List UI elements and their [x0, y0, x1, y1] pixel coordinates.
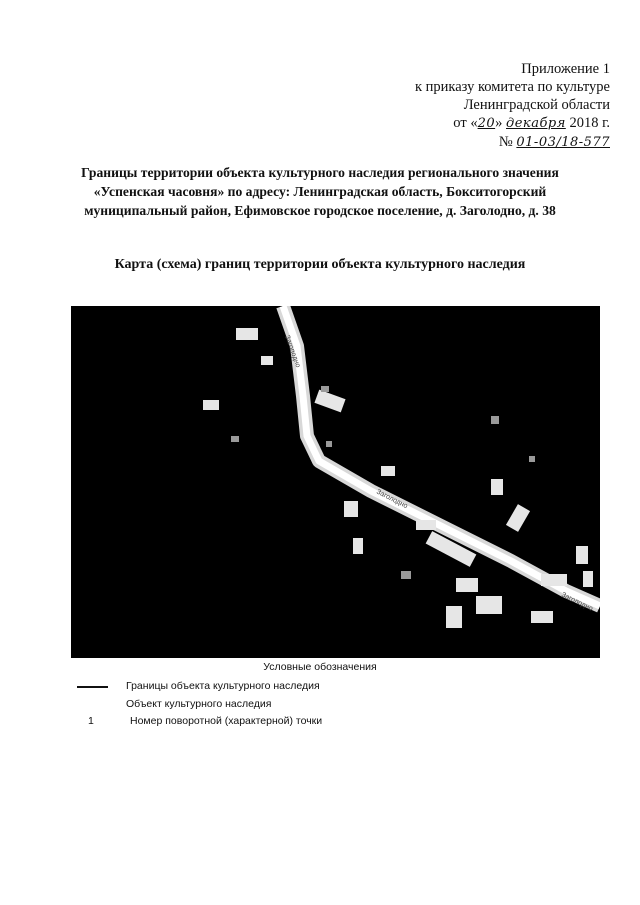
satellite-map — [71, 306, 600, 658]
appendix-title: Приложение 1 — [521, 61, 610, 77]
date-mid: » — [495, 115, 506, 131]
title-line-3: муниципальный район, Ефимовское городское поселение, д. Заголодно, д. 38 — [84, 203, 556, 218]
document-title — [40, 163, 600, 220]
title-line-1: Границы территории объекта культурного наследия регионального значения — [81, 165, 559, 180]
date-prefix: от « — [453, 115, 478, 131]
point-number-symbol: 1 — [88, 715, 94, 727]
legend-object-label: Объект культурного наследия — [126, 698, 272, 710]
title-line-2: «Успенская часовня» по адресу: Ленинградская область, Бокситогорский — [93, 184, 547, 199]
map-image — [71, 306, 600, 658]
date-day: 20 — [477, 116, 496, 131]
appendix-region-line: Ленинградской области — [463, 97, 610, 113]
road-label-2: Заголодно — [375, 488, 409, 511]
map-heading: Карта (схема) границ территории объекта культурного наследия — [114, 257, 526, 272]
number-value: 01-03/18-577 — [516, 135, 610, 150]
legend-point-label: Номер поворотной (характерной) точки — [130, 715, 323, 727]
number-prefix: № — [498, 134, 517, 150]
date-month: декабря — [506, 116, 566, 131]
boundary-line-symbol — [77, 686, 108, 688]
appendix-order-line: к приказу комитета по культуре — [414, 79, 610, 95]
appendix-date-line — [310, 114, 610, 133]
appendix-number-line — [310, 133, 610, 152]
appendix-header — [310, 60, 610, 152]
road-label-1: Заголодно — [283, 334, 302, 369]
road-label-3: Заголодно — [560, 591, 594, 613]
date-year: 2018 г. — [565, 115, 610, 131]
legend-title: Условные обозначения — [263, 661, 377, 673]
legend-boundary-label: Границы объекта культурного наследия — [126, 680, 320, 692]
